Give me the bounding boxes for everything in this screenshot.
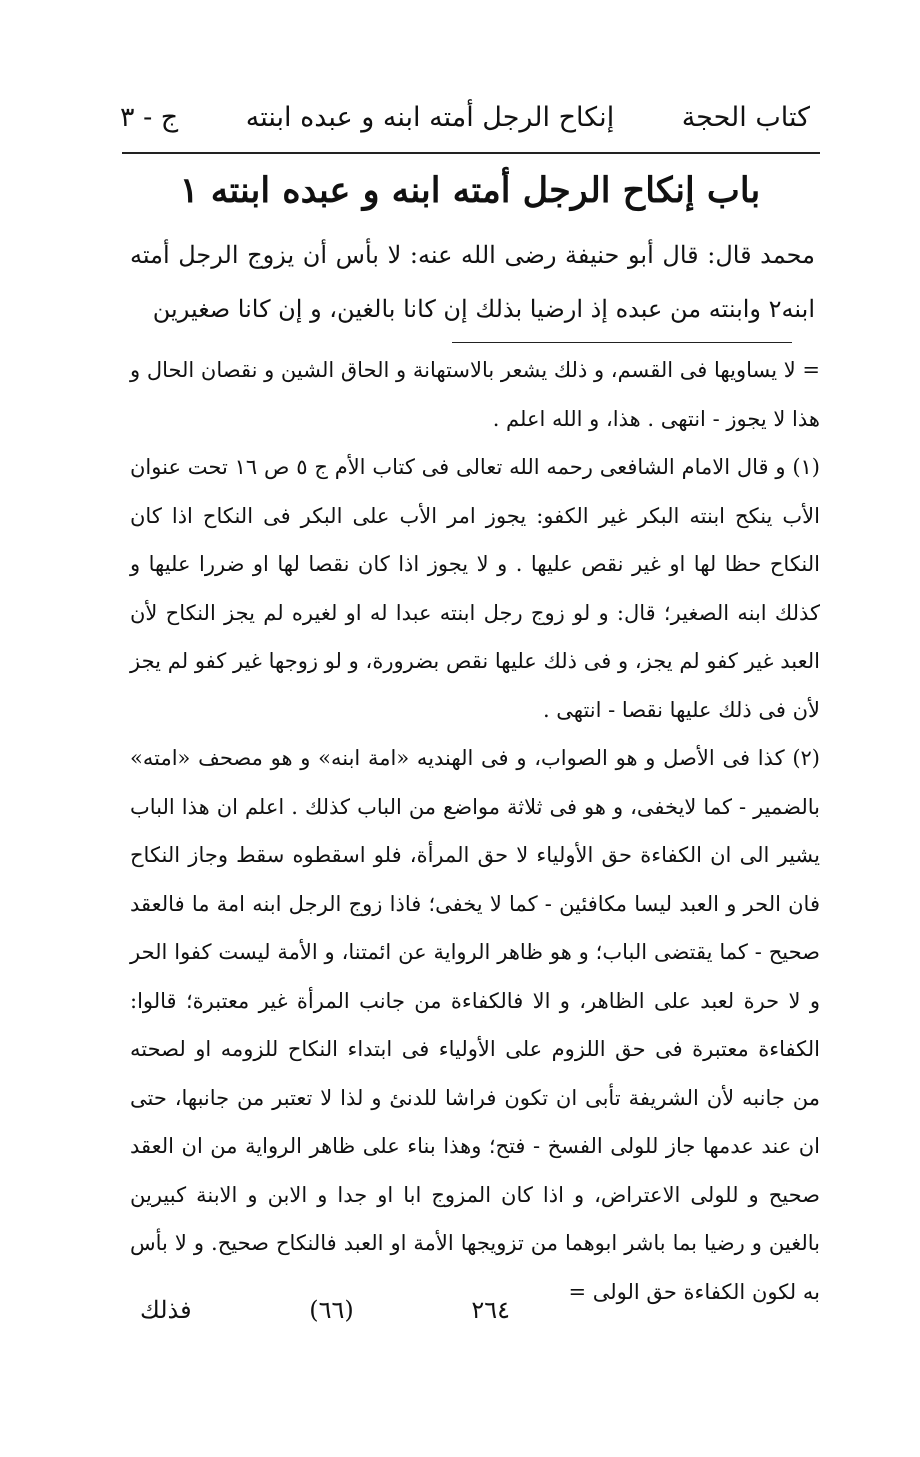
catchword: فذلك (140, 1296, 192, 1324)
running-head-volume: ج - ٣ (120, 101, 179, 133)
footnote-separator (452, 342, 792, 343)
footnote-continuation: = لا يساويها فى القسم، و ذلك يشعر بالاستهانة و الحاق الشين و نقصان الحال و هذا لا يجوز - انتهى . هذا، و الله اعلم . (130, 358, 820, 431)
header-rule (122, 152, 820, 154)
main-text (130, 228, 815, 336)
footnotes (130, 346, 820, 1316)
running-head-book: كتاب الحجة (681, 101, 810, 133)
footnote-1: (١) و قال الامام الشافعى رحمه الله تعالى فى كتاب الأم ج ٥ ص ١٦ تحت عنوان الأب ينكح ابنته البكر غير الكفو: يجوز امر الأب على البكر فى النكاح اذا كان النكاح حظا لها او غير نقص عليها . و لا يجوز اذا كان نقصا لها او ضررا عليها و كذلك ابنه الصغير؛ قال: و لو زوج رجل ابنته عبدا له او لغيره لم يجز النكاح لأن العبد غير كفو لم يجز، و فى ذلك عليها نقص بضرورة، و لو زوجها غير كفو لم يجز لأن فى ذلك عليها نقصا - انتهى . (130, 455, 820, 722)
running-head-chapter: إنكاح الرجل أمته ابنه و عبده ابنته (245, 101, 615, 133)
original-page-number: (٦٦) (309, 1296, 354, 1324)
main-paragraph: محمد قال: قال أبو حنيفة رضى الله عنه: لا بأس أن يزوج الرجل أمته ابنه٢ وابنته من عبده إذ ارضيا بذلك إن كانا بالغين، و إن كانا صغيرين (130, 241, 815, 323)
chapter-title: باب إنكاح الرجل أمته ابنه و عبده ابنته ١ (179, 170, 761, 211)
footnote-2: (٢) كذا فى الأصل و هو الصواب، و فى الهنديه «امة ابنه» و هو مصحف «امته» بالضمير - كما لايخفى، و هو فى ثلاثة مواضع من الباب كذلك . اعلم ان هذا الباب يشير الى ان الكفاءة حق الأولياء لا حق المرأة، فلو اسقطوه سقط وجاز النكاح فان الحر و العبد ليسا مكافئين - كما لا يخفى؛ فاذا زوج الرجل ابنه امة ما فالعقد صحيح - كما يقتضى الباب؛ و هو ظاهر الرواية عن ائمتنا، و الأمة ليست كفوا الحر و لا حرة لعبد على الظاهر، و الا فالكفاءة من جانب المرأة غير معتبرة؛ قالوا: الكفاءة معتبرة فى حق اللزوم على الأولياء فى ابتداء النكاح للزومه او لصحته من جانبه لأن الشريفة تأبى ان تكون فراشا للدنئ و لذا لا تعتبر من جانبها، حتى ان عند عدمها جاز للولى الفسخ - فتح؛ وهذا بناء على ظاهر الرواية من ان العقد صحيح و للولى الاعتراض، و اذا كان المزوج ابا او جدا و الابن و الابنة كبيرين بالغين و رضيا بما باشر ابوهما من تزويجها الأمة او العبد فالنكاح صحيح. و لا بأس به لكون الكفاءة حق الولى = (130, 746, 820, 1304)
running-head (120, 92, 810, 142)
page-number: ٢٦٤ (471, 1296, 510, 1324)
page-footer (140, 1290, 510, 1330)
